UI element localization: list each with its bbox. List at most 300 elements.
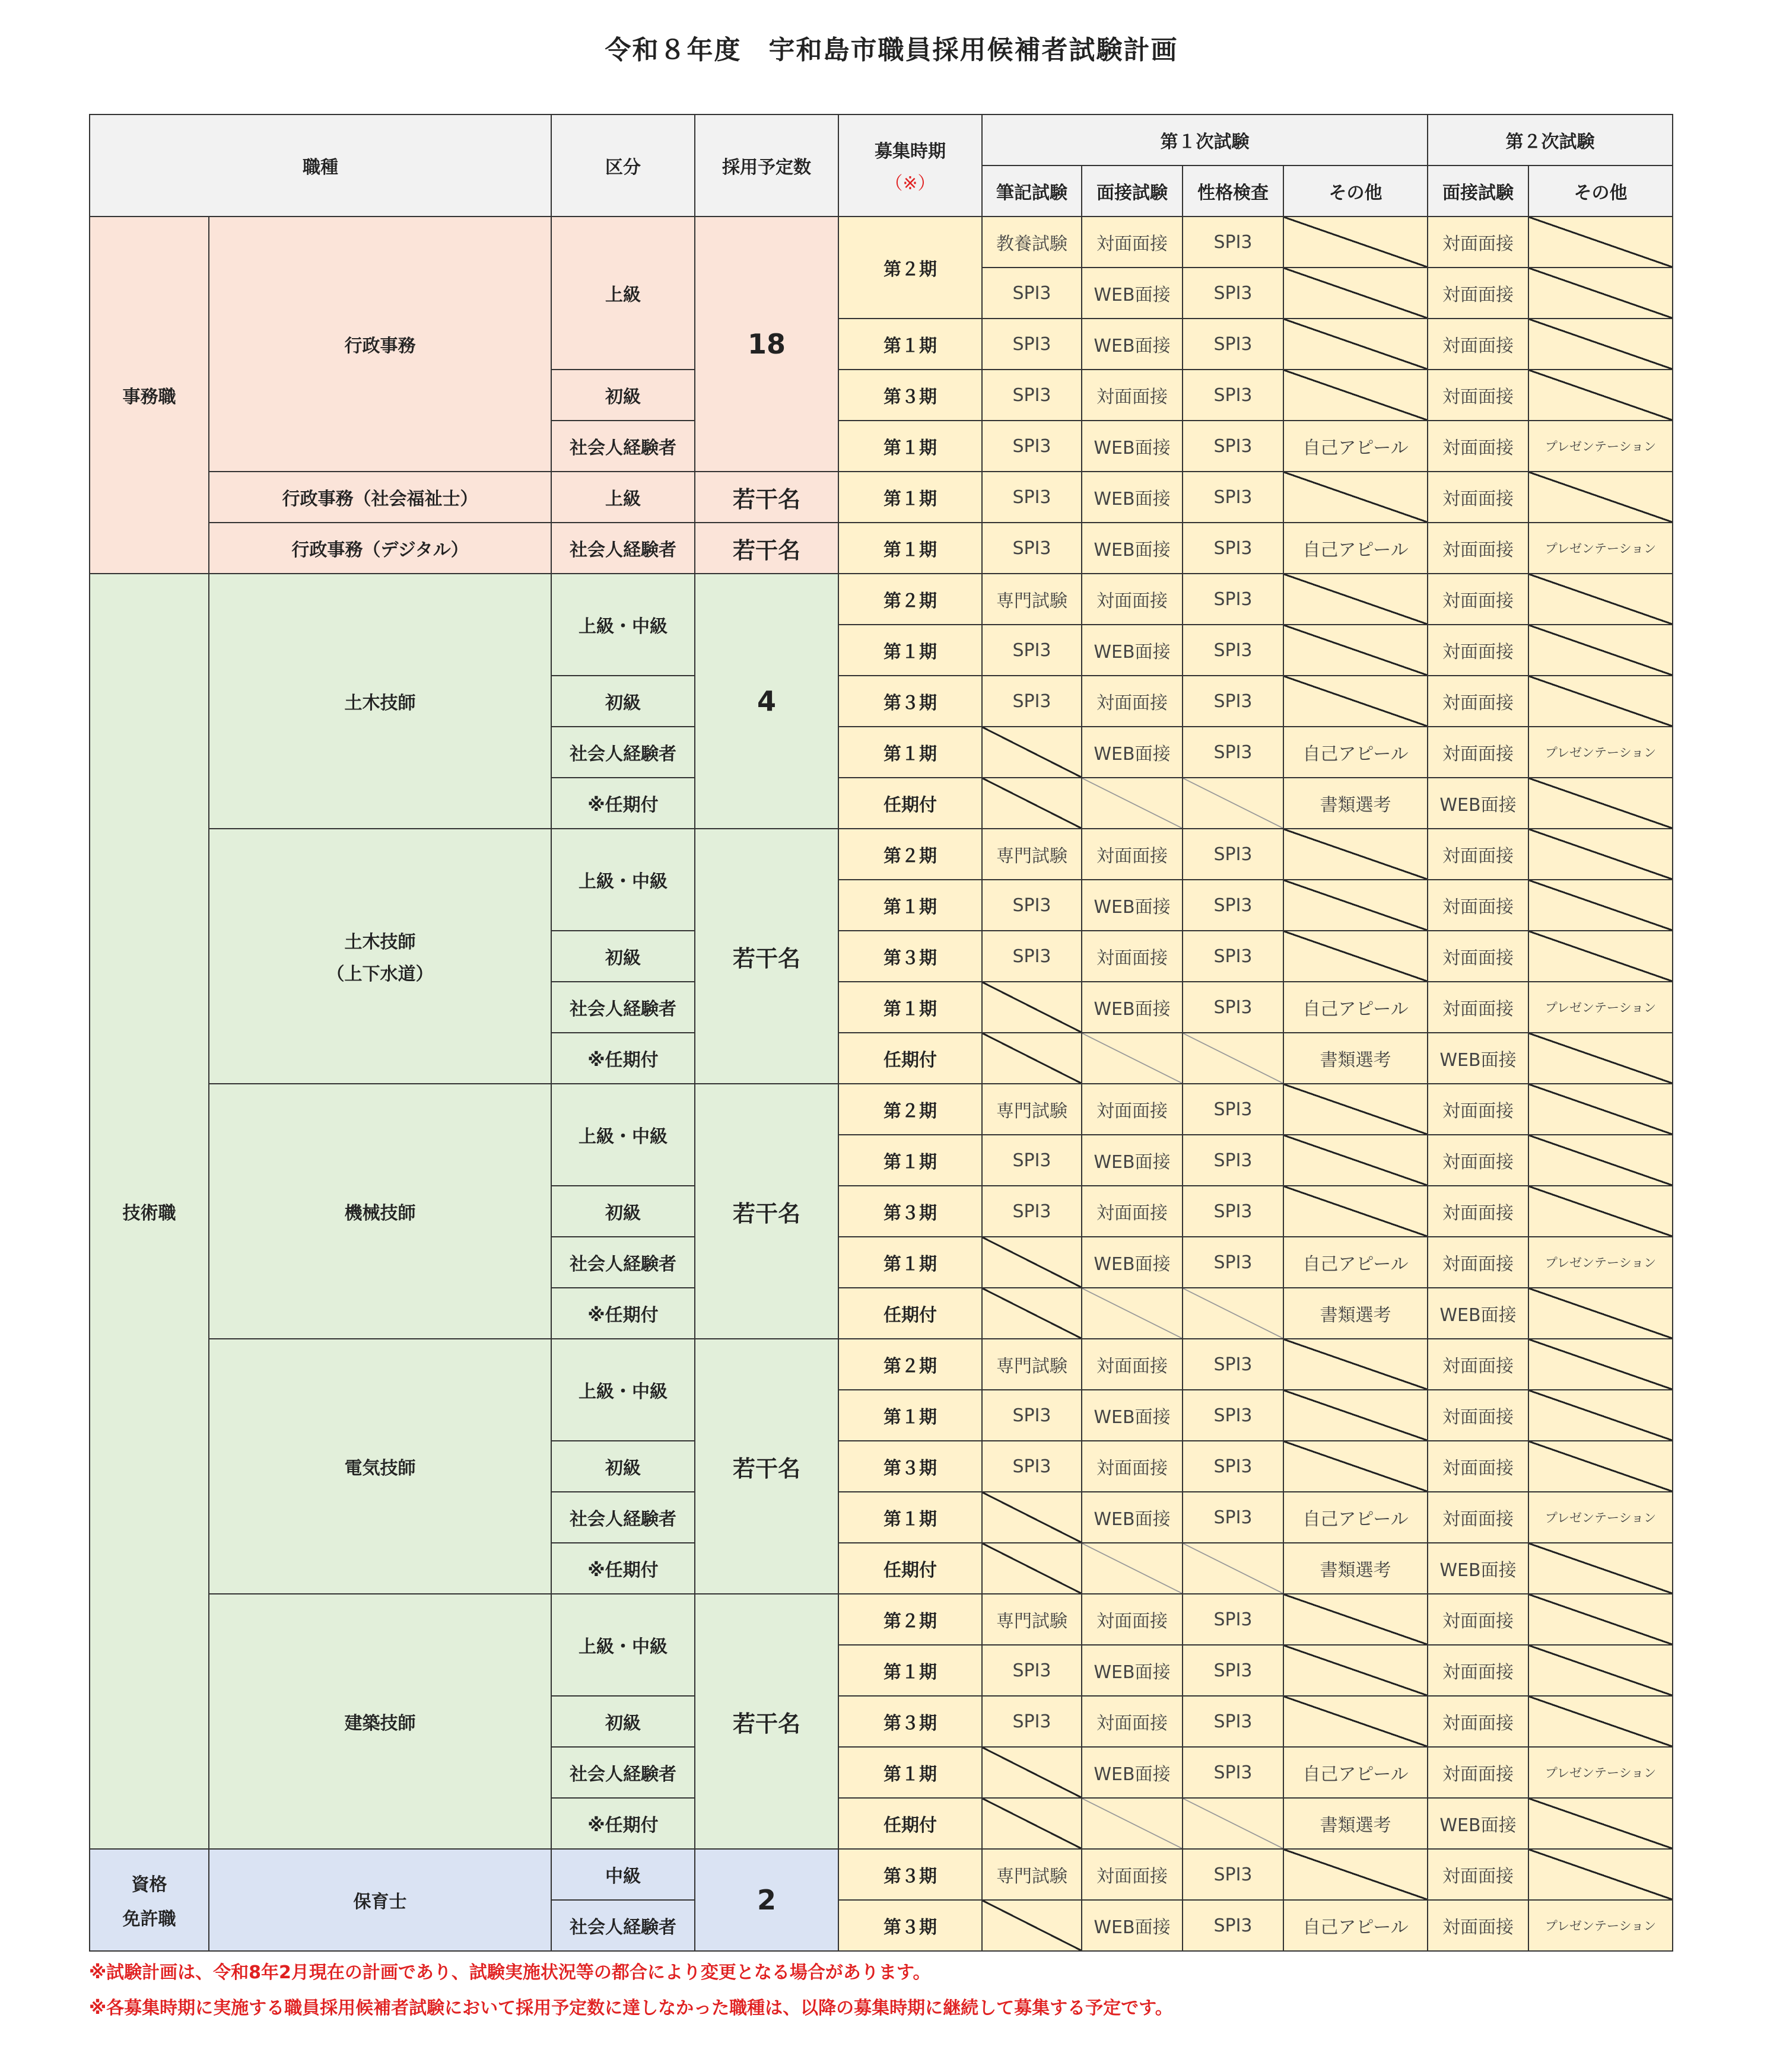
category-cell: 社会人経験者 [551,1492,695,1543]
test-cell: 対面面接 [1428,676,1528,727]
table-row [90,217,1673,268]
test-cell: SPI3 [1183,523,1283,574]
empty-cell [1528,1288,1673,1339]
test-cell: 対面面接 [1428,1747,1528,1798]
test-cell: SPI3 [1183,1441,1283,1492]
test-cell: SPI3 [982,370,1082,421]
empty-cell [1283,1135,1428,1186]
period-cell: 第２期 [838,1084,982,1135]
empty-cell [1528,1390,1673,1441]
empty-cell [982,1492,1082,1543]
group-tech: 技術職 [90,574,209,1849]
test-cell: 対面面接 [1428,574,1528,625]
test-cell: プレゼンテーション [1528,523,1673,574]
empty-cell [1283,1186,1428,1237]
test-cell: WEB面接 [1082,268,1183,319]
test-cell: SPI3 [982,676,1082,727]
empty-cell [1528,880,1673,931]
test-cell: WEB面接 [1082,1900,1183,1951]
category-cell: 中級 [551,1849,695,1900]
test-cell: SPI3 [1183,1390,1283,1441]
category-cell: 社会人経験者 [551,523,695,574]
period-cell: 第１期 [838,1237,982,1288]
test-cell: SPI3 [1183,1084,1283,1135]
test-cell: SPI3 [1183,574,1283,625]
test-cell: 自己アピール [1283,982,1428,1033]
test-cell: 自己アピール [1283,1492,1428,1543]
category-cell: 社会人経験者 [551,1747,695,1798]
test-cell: SPI3 [1183,319,1283,370]
test-cell: 対面面接 [1428,268,1528,319]
test-cell: SPI3 [1183,880,1283,931]
period-cell: 任期付 [838,1033,982,1084]
test-cell: 対面面接 [1428,1084,1528,1135]
test-cell: SPI3 [1183,1696,1283,1747]
test-cell: 対面面接 [1082,1186,1183,1237]
test-cell: 対面面接 [1082,1849,1183,1900]
empty-cell [982,1288,1082,1339]
empty-cell [1528,472,1673,523]
empty-cell [1183,1288,1283,1339]
test-cell: SPI3 [982,1696,1082,1747]
table-row [90,523,1673,574]
empty-cell [1528,319,1673,370]
planned-count: 若干名 [695,1339,838,1594]
category-cell: ※任期付 [551,1033,695,1084]
test-cell: SPI3 [1183,472,1283,523]
period-cell: 第２期 [838,574,982,625]
empty-cell [1528,1135,1673,1186]
exam-plan-table [89,114,1673,1952]
header-period [838,114,982,217]
header-written: 筆記試験 [982,165,1082,217]
period-cell: 任期付 [838,1798,982,1849]
empty-cell [982,1237,1082,1288]
test-cell: SPI3 [1183,1237,1283,1288]
job-gyosei-fukushi: 行政事務（社会福祉士） [209,472,551,523]
test-cell: SPI3 [982,421,1082,472]
test-cell: WEB面接 [1082,880,1183,931]
period-cell: 第１期 [838,727,982,778]
category-cell: 上級 [551,217,695,370]
category-cell: 初級 [551,931,695,982]
test-cell: WEB面接 [1082,727,1183,778]
category-cell: 社会人経験者 [551,982,695,1033]
job-denki: 電気技師 [209,1339,551,1594]
test-cell: 対面面接 [1082,829,1183,880]
period-cell: 第３期 [838,1849,982,1900]
test-cell: 対面面接 [1428,1390,1528,1441]
empty-cell [1082,1288,1183,1339]
test-cell: SPI3 [1183,1900,1283,1951]
test-cell: SPI3 [1183,1645,1283,1696]
test-cell: 自己アピール [1283,421,1428,472]
test-cell: SPI3 [1183,1339,1283,1390]
category-cell: 上級・中級 [551,574,695,676]
test-cell: SPI3 [1183,268,1283,319]
test-cell: 書類選考 [1283,1033,1428,1084]
test-cell: 対面面接 [1428,370,1528,421]
category-cell: 初級 [551,1186,695,1237]
period-cell: 第１期 [838,319,982,370]
empty-cell [1283,931,1428,982]
category-cell: ※任期付 [551,1798,695,1849]
test-cell: SPI3 [1183,982,1283,1033]
test-cell: WEB面接 [1428,1288,1528,1339]
period-cell: 第１期 [838,1492,982,1543]
empty-cell [1528,1849,1673,1900]
category-cell: 社会人経験者 [551,1900,695,1951]
header-other-2: その他 [1528,165,1673,217]
footnote-2: ※各募集時期に実施する職員採用候補者試験において採用予定数に達しなかった職種は、以降の募集時期に継続して募集する予定です。 [89,1998,1173,2019]
planned-count: 4 [695,574,838,829]
test-cell: WEB面接 [1428,1033,1528,1084]
test-cell: プレゼンテーション [1528,421,1673,472]
table-row [90,829,1673,880]
empty-cell [1283,268,1428,319]
period-cell: 第１期 [838,982,982,1033]
empty-cell [1082,1798,1183,1849]
period-cell: 第３期 [838,1900,982,1951]
test-cell: 対面面接 [1428,1594,1528,1645]
period-cell: 第１期 [838,880,982,931]
test-cell: WEB面接 [1082,1135,1183,1186]
test-cell: 対面面接 [1428,1492,1528,1543]
period-cell: 第２期 [838,217,982,319]
category-cell: 社会人経験者 [551,421,695,472]
job-doboku-water [209,829,551,1084]
empty-cell [982,727,1082,778]
test-cell: SPI3 [1183,421,1283,472]
empty-cell [982,1543,1082,1594]
test-cell: WEB面接 [1428,1543,1528,1594]
empty-cell [1528,1798,1673,1849]
test-cell: 専門試験 [982,1084,1082,1135]
empty-cell [1283,1084,1428,1135]
header-planned: 採用予定数 [695,114,838,217]
test-cell: 専門試験 [982,1594,1082,1645]
empty-cell [1283,472,1428,523]
empty-cell [982,1798,1082,1849]
planned-count: 18 [695,217,838,472]
table-row [90,1594,1673,1645]
empty-cell [1528,1441,1673,1492]
period-cell: 第２期 [838,1594,982,1645]
empty-cell [1528,1543,1673,1594]
test-cell: 対面面接 [1428,727,1528,778]
empty-cell [1283,370,1428,421]
header-period-note: （※） [885,173,936,194]
test-cell: 対面面接 [1428,625,1528,676]
test-cell: SPI3 [1183,1594,1283,1645]
period-cell: 第１期 [838,1135,982,1186]
test-cell: 対面面接 [1082,370,1183,421]
planned-count: 2 [695,1849,838,1951]
test-cell: 自己アピール [1283,1747,1428,1798]
table-row [90,1084,1673,1135]
empty-cell [1528,1084,1673,1135]
test-cell: プレゼンテーション [1528,1900,1673,1951]
job-doboku-water-line2: （上下水道） [326,964,434,985]
test-cell: SPI3 [1183,1849,1283,1900]
test-cell: 書類選考 [1283,778,1428,829]
test-cell: 対面面接 [1428,1849,1528,1900]
empty-cell [1283,217,1428,268]
test-cell: WEB面接 [1082,1492,1183,1543]
header-period-label: 募集時期 [875,141,946,162]
job-kenchiku: 建築技師 [209,1594,551,1849]
test-cell: WEB面接 [1082,523,1183,574]
empty-cell [1528,676,1673,727]
group-office: 事務職 [90,217,209,574]
test-cell: 専門試験 [982,1849,1082,1900]
test-cell: WEB面接 [1082,421,1183,472]
category-cell: ※任期付 [551,1288,695,1339]
test-cell: 対面面接 [1428,421,1528,472]
test-cell: 対面面接 [1428,1135,1528,1186]
test-cell: SPI3 [982,1441,1082,1492]
page-title: 令和８年度 宇和島市職員採用候補者試験計画 [605,35,1178,65]
test-cell: SPI3 [1183,217,1283,268]
test-cell: プレゼンテーション [1528,1492,1673,1543]
empty-cell [1283,625,1428,676]
period-cell: 第１期 [838,523,982,574]
footnote-1: ※試験計画は、令和8年2月現在の計画であり、試験実施状況等の都合により変更となる場合があります。 [89,1962,931,1983]
empty-cell [1183,1798,1283,1849]
test-cell: 対面面接 [1082,1696,1183,1747]
empty-cell [1528,1696,1673,1747]
category-cell: 上級・中級 [551,1339,695,1441]
period-cell: 第１期 [838,1645,982,1696]
category-cell: 初級 [551,1696,695,1747]
test-cell: 対面面接 [1428,829,1528,880]
header-interview-1: 面接試験 [1082,165,1183,217]
header-second-exam: 第２次試験 [1428,114,1673,165]
empty-cell [1528,1645,1673,1696]
planned-count: 若干名 [695,1594,838,1849]
test-cell: SPI3 [982,1135,1082,1186]
empty-cell [1528,217,1673,268]
period-cell: 第３期 [838,370,982,421]
test-cell: SPI3 [1183,370,1283,421]
group-license-line1: 資格 [131,1874,167,1895]
test-cell: 書類選考 [1283,1798,1428,1849]
header-personality: 性格検査 [1183,165,1283,217]
empty-cell [1082,778,1183,829]
test-cell: SPI3 [982,931,1082,982]
empty-cell [1283,1849,1428,1900]
test-cell: 対面面接 [1082,1441,1183,1492]
test-cell: 対面面接 [1428,1900,1528,1951]
period-cell: 第２期 [838,829,982,880]
test-cell: SPI3 [982,1390,1082,1441]
test-cell: 専門試験 [982,829,1082,880]
test-cell: 対面面接 [1428,1696,1528,1747]
test-cell: 対面面接 [1428,1237,1528,1288]
period-cell: 第１期 [838,472,982,523]
period-cell: 第１期 [838,1390,982,1441]
empty-cell [982,1033,1082,1084]
header-category: 区分 [551,114,695,217]
test-cell: SPI3 [982,523,1082,574]
test-cell: SPI3 [982,1186,1082,1237]
test-cell: プレゼンテーション [1528,727,1673,778]
test-cell: SPI3 [1183,829,1283,880]
group-license-line2: 免許職 [122,1909,176,1930]
category-cell: 上級・中級 [551,1594,695,1696]
category-cell: ※任期付 [551,1543,695,1594]
empty-cell [1283,574,1428,625]
category-cell: 上級・中級 [551,829,695,931]
test-cell: SPI3 [982,625,1082,676]
test-cell: 自己アピール [1283,1900,1428,1951]
test-cell: SPI3 [982,319,1082,370]
category-cell: ※任期付 [551,778,695,829]
period-cell: 第３期 [838,676,982,727]
test-cell: SPI3 [982,472,1082,523]
empty-cell [1283,1696,1428,1747]
category-cell: 社会人経験者 [551,727,695,778]
job-doboku-water-line1: 土木技師 [344,932,416,953]
job-kikai: 機械技師 [209,1084,551,1339]
test-cell: 対面面接 [1082,574,1183,625]
header-first-exam: 第１次試験 [982,114,1428,165]
test-cell: 書類選考 [1283,1543,1428,1594]
test-cell: 対面面接 [1428,523,1528,574]
empty-cell [982,778,1082,829]
test-cell: SPI3 [1183,1747,1283,1798]
period-cell: 第３期 [838,1441,982,1492]
empty-cell [1528,829,1673,880]
empty-cell [1283,1390,1428,1441]
job-doboku: 土木技師 [209,574,551,829]
empty-cell [1283,880,1428,931]
empty-cell [1283,1645,1428,1696]
category-cell: 初級 [551,1441,695,1492]
empty-cell [1283,319,1428,370]
job-gyosei: 行政事務 [209,217,551,472]
empty-cell [1528,1033,1673,1084]
test-cell: 対面面接 [1428,982,1528,1033]
test-cell: プレゼンテーション [1528,1237,1673,1288]
test-cell: WEB面接 [1082,1645,1183,1696]
planned-count: 若干名 [695,472,838,523]
planned-count: 若干名 [695,523,838,574]
table-row [90,1849,1673,1900]
test-cell: 対面面接 [1428,319,1528,370]
test-cell: 対面面接 [1428,1645,1528,1696]
test-cell: WEB面接 [1428,778,1528,829]
test-cell: WEB面接 [1428,1798,1528,1849]
table-row [90,1339,1673,1390]
empty-cell [1528,574,1673,625]
test-cell: SPI3 [982,880,1082,931]
test-cell: 教養試験 [982,217,1082,268]
empty-cell [1183,778,1283,829]
empty-cell [1082,1033,1183,1084]
header-interview-2: 面接試験 [1428,165,1528,217]
test-cell: WEB面接 [1082,472,1183,523]
test-cell: 専門試験 [982,1339,1082,1390]
test-cell: プレゼンテーション [1528,1747,1673,1798]
test-cell: 対面面接 [1082,1339,1183,1390]
period-cell: 任期付 [838,778,982,829]
test-cell: SPI3 [1183,931,1283,982]
test-cell: SPI3 [1183,1492,1283,1543]
category-cell: 上級・中級 [551,1084,695,1186]
empty-cell [1528,1186,1673,1237]
category-cell: 初級 [551,370,695,421]
period-cell: 第２期 [838,1339,982,1390]
empty-cell [1283,1339,1428,1390]
test-cell: 対面面接 [1082,1594,1183,1645]
empty-cell [1528,1339,1673,1390]
empty-cell [982,1900,1082,1951]
period-cell: 第１期 [838,421,982,472]
table-row [90,472,1673,523]
test-cell: 自己アピール [1283,1237,1428,1288]
period-cell: 第１期 [838,1747,982,1798]
empty-cell [1528,268,1673,319]
job-gyosei-digital: 行政事務（デジタル） [209,523,551,574]
test-cell: WEB面接 [1082,319,1183,370]
test-cell: SPI3 [1183,676,1283,727]
header-job: 職種 [90,114,551,217]
period-cell: 第３期 [838,1696,982,1747]
empty-cell [1283,1594,1428,1645]
empty-cell [1528,931,1673,982]
test-cell: 対面面接 [1428,880,1528,931]
empty-cell [1283,829,1428,880]
period-cell: 任期付 [838,1288,982,1339]
empty-cell [982,982,1082,1033]
test-cell: WEB面接 [1082,1390,1183,1441]
test-cell: 対面面接 [1428,931,1528,982]
test-cell: SPI3 [1183,727,1283,778]
test-cell: WEB面接 [1082,1747,1183,1798]
test-cell: SPI3 [1183,1186,1283,1237]
category-cell: 上級 [551,472,695,523]
empty-cell [1528,625,1673,676]
empty-cell [1528,1594,1673,1645]
test-cell: SPI3 [982,268,1082,319]
test-cell: SPI3 [982,1645,1082,1696]
table-row [90,574,1673,625]
test-cell: 対面面接 [1082,217,1183,268]
test-cell: 対面面接 [1428,217,1528,268]
test-cell: 対面面接 [1082,931,1183,982]
period-cell: 第３期 [838,931,982,982]
period-cell: 第３期 [838,1186,982,1237]
empty-cell [1528,370,1673,421]
test-cell: 対面面接 [1082,1084,1183,1135]
test-cell: 対面面接 [1428,1339,1528,1390]
empty-cell [1528,778,1673,829]
empty-cell [1183,1543,1283,1594]
test-cell: 自己アピール [1283,727,1428,778]
test-cell: WEB面接 [1082,1237,1183,1288]
test-cell: 書類選考 [1283,1288,1428,1339]
test-cell: 専門試験 [982,574,1082,625]
test-cell: SPI3 [1183,1135,1283,1186]
group-license [90,1849,209,1951]
empty-cell [1183,1033,1283,1084]
job-hoiku: 保育士 [209,1849,551,1951]
test-cell: SPI3 [1183,625,1283,676]
test-cell: 自己アピール [1283,523,1428,574]
empty-cell [1082,1543,1183,1594]
category-cell: 社会人経験者 [551,1237,695,1288]
